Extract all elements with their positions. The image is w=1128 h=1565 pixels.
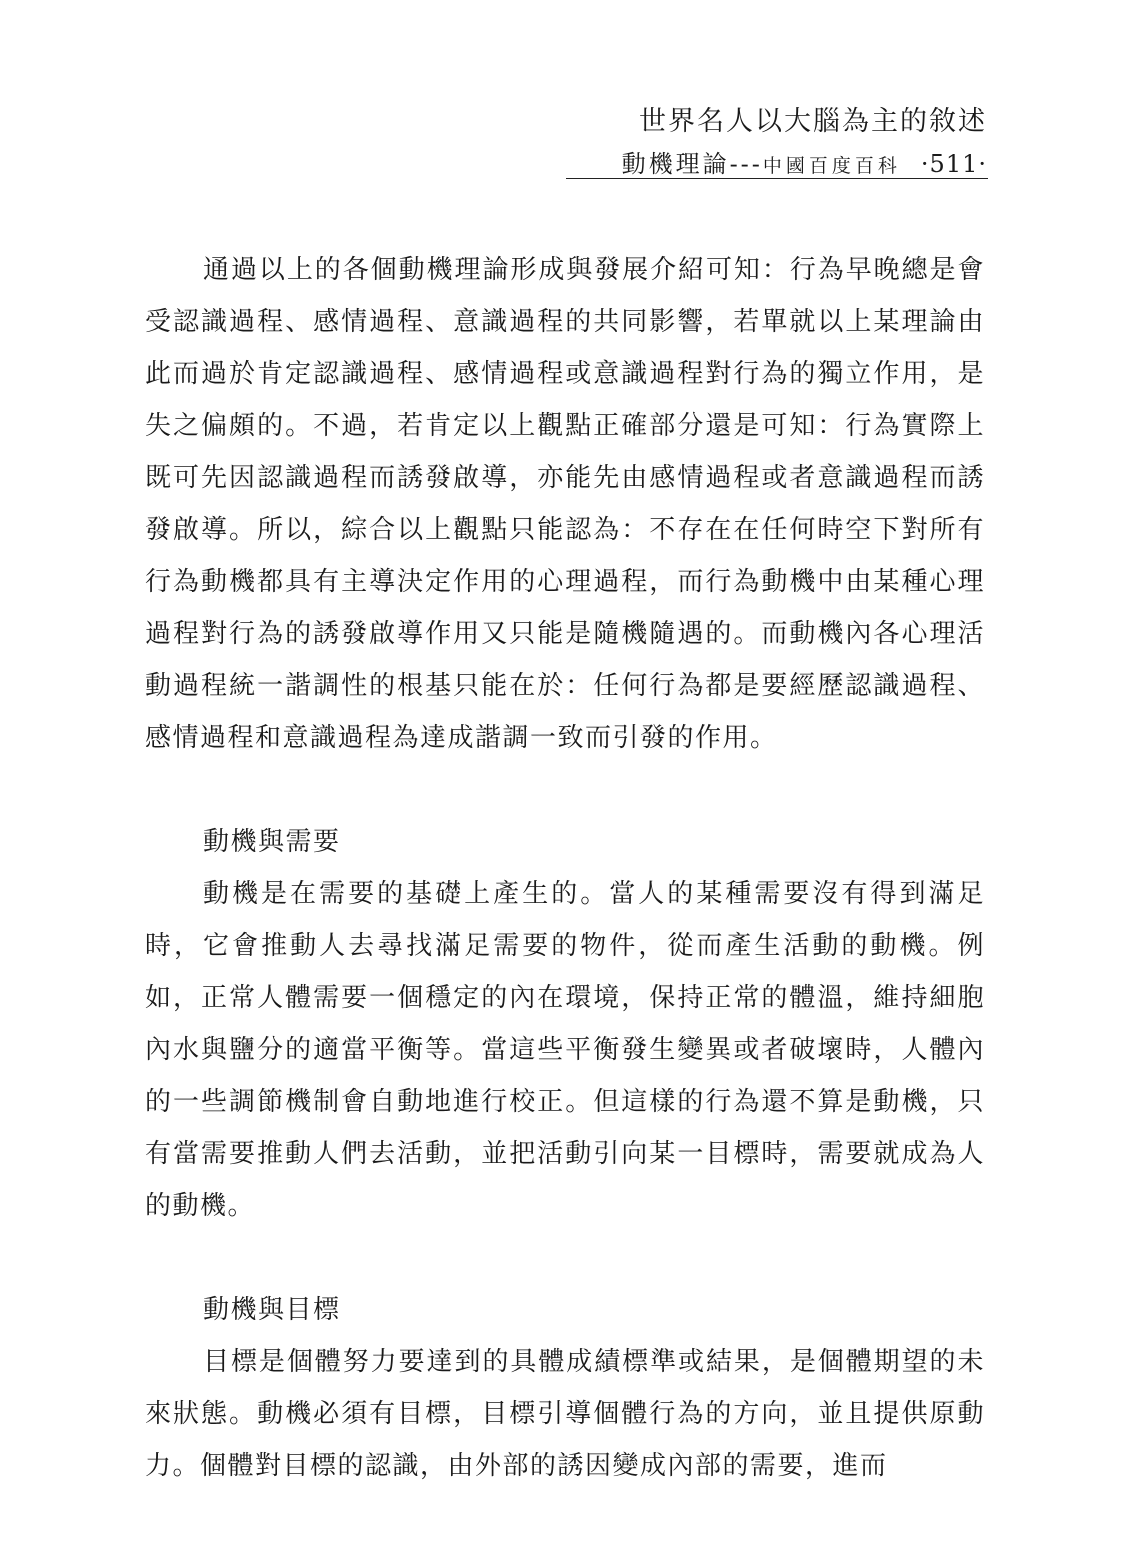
page-number: ·511· [920, 150, 987, 178]
header-rule [566, 178, 988, 179]
needs-paragraph: 動機是在需要的基礎上產生的。當人的某種需要沒有得到滿足時，它會推動人去尋找滿足需要的物件，從而產生活動的動機。例如，正常人體需要一個穩定的內在環境，保持正常的體溫，維持細胞內水與鹽分的適當平衡等。當這些平衡發生變異或者破壞時，人體內的一些調節機制會自動地進行校正。但這樣的行為還不算是動機，只有當需要推動人們去活動，並把活動引向某一目標時，需要就成為人的動機。 [145, 879, 985, 1221]
chapter-title: 動機理論--- [621, 150, 763, 178]
paragraph-gap [145, 764, 985, 816]
body-text [145, 244, 985, 1492]
running-header [622, 100, 987, 188]
goals-paragraph: 目標是個體努力要達到的具體成績標準或結果，是個體期望的未來狀態。動機必須有目標，目標引導個體行為的方向，並且提供原動力。個體對目標的認識，由外部的誘因變成內部的需要，進而 [145, 1347, 985, 1481]
section-heading-goals: 動機與目標 [203, 1295, 341, 1325]
paragraph-gap [145, 1232, 985, 1284]
chapter-line [622, 144, 987, 188]
book-title: 世界名人以大腦為主的敘述 [639, 106, 987, 137]
intro-paragraph: 通過以上的各個動機理論形成與發展介紹可知：行為早晚總是會受認識過程、感情過程、意識過程的共同影響，若單就以上某理論由此而過於肯定認識過程、感情過程或意識過程對行為的獨立作用，是失之偏頗的。不過，若肯定以上觀點正確部分還是可知：行為實際上既可先因認識過程而誘發啟導，亦能先由感情過程或者意識過程而誘發啟導。所以，綜合以上觀點只能認為：不存在在任何時空下對所有行為動機都具有主導決定作用的心理過程，而行為動機中由某種心理過程對行為的誘發啟導作用又只能是隨機隨遇的。而動機內各心理活動過程統一諧調性的根基只能在於：任何行為都是要經歷認識過程、感情過程和意識過程為達成諧調一致而引發的作用。 [145, 255, 985, 753]
chapter-source: 中國百度百科 [762, 155, 901, 177]
section-heading-needs: 動機與需要 [203, 827, 341, 857]
